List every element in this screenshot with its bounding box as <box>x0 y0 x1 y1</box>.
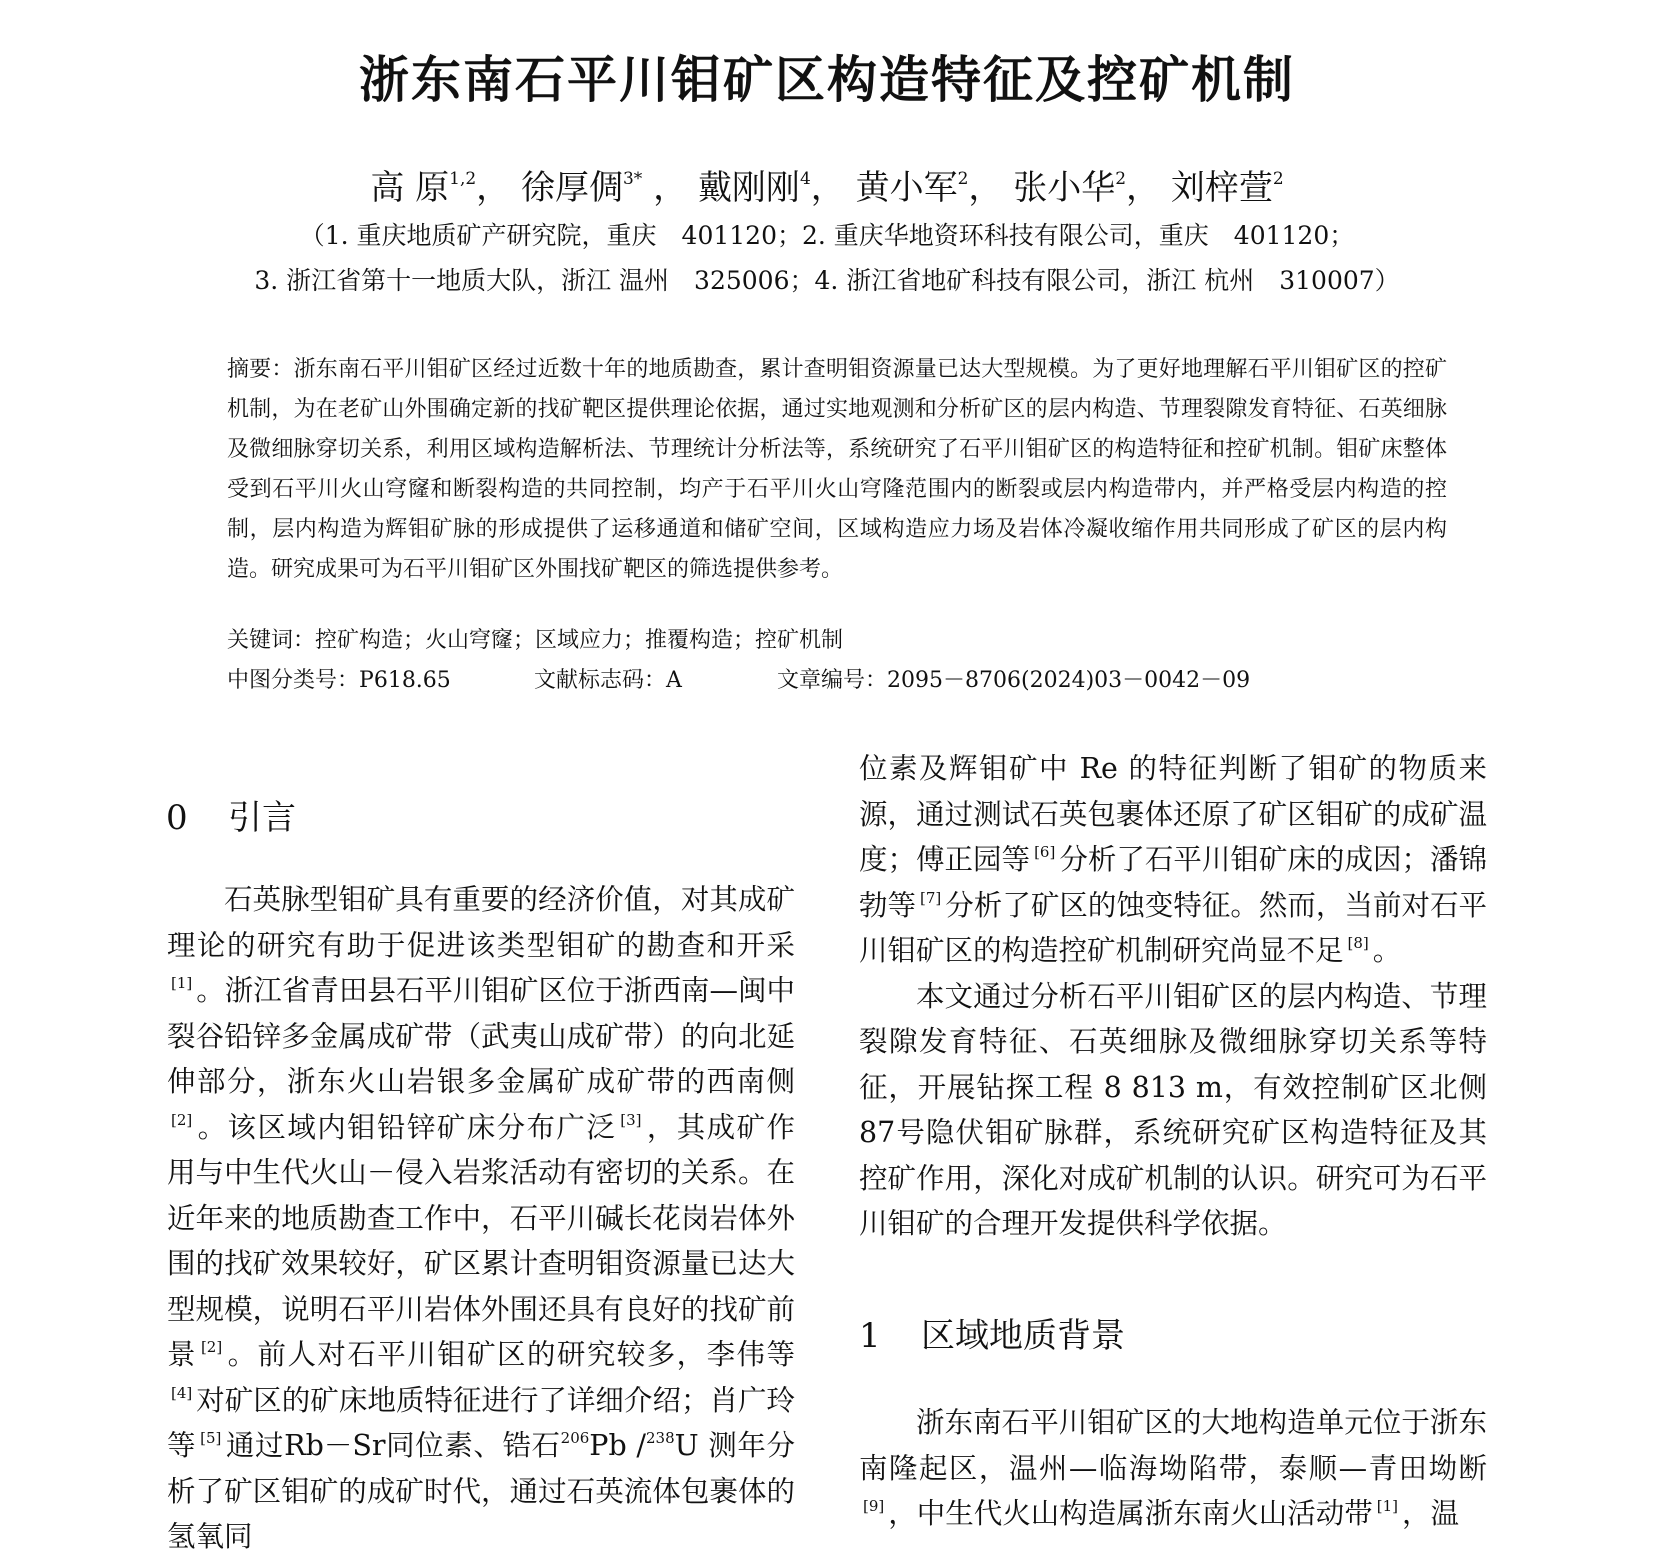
doc-value: A <box>666 668 682 693</box>
article-number <box>777 666 1250 696</box>
section-heading-regional <box>859 1314 1125 1358</box>
text-run: ，中生代火山构造属浙东南火山活动带 <box>888 1497 1373 1530</box>
text-run: 通过Rb－Sr同位素、锆石 <box>225 1429 561 1462</box>
citation-mark: [2] <box>171 1110 193 1129</box>
isotope-mass: 238 <box>645 1429 675 1447</box>
text-run: 石英脉型钼矿具有重要的经济价值，对其成矿理论的研究有助于促进该类型钼矿的勘查和开采 <box>167 883 795 962</box>
author-separator: ， <box>476 168 511 208</box>
author-separator: ， <box>642 168 688 208</box>
text-run: Pb / <box>589 1429 646 1462</box>
right-column-text-bottom <box>859 1400 1487 1537</box>
regional-paragraph <box>859 1400 1487 1537</box>
author-affil-mark: 2 <box>1272 169 1284 189</box>
author-affil-mark: 1,2 <box>449 169 477 189</box>
text-run: 分析了石平川钼矿床的成因；潘锦勃等 <box>859 843 1487 922</box>
author-name: 刘梓萱 <box>1170 168 1273 208</box>
author-name: 戴刚刚 <box>697 168 800 208</box>
isotope-mass: 206 <box>560 1429 590 1447</box>
section-heading-intro <box>166 796 296 840</box>
document-code <box>534 666 682 696</box>
citation-mark: [1] <box>171 974 193 992</box>
author-separator: ， <box>810 168 845 208</box>
citation-mark: [5] <box>200 1429 222 1447</box>
text-run: 分析了矿区的蚀变特征。然而，当前对石平川钼矿区的构造控矿机制研究尚显不足 <box>859 888 1487 967</box>
citation-mark: [1] <box>1376 1497 1399 1515</box>
author-separator: ， <box>968 168 1003 208</box>
paper-title: 浙东南石平川钼矿区构造特征及控矿机制 <box>359 51 1295 109</box>
text-run: 对矿区的矿床地质特征进行了详细介绍；肖广玲等 <box>167 1383 795 1462</box>
text-run: U 测年分析了矿区钼矿的成矿时代，通过石英流体包裹体的氢氧同 <box>167 1429 795 1553</box>
author-name: 黄小军 <box>855 168 958 208</box>
abstract-label: 摘要： <box>227 357 294 382</box>
author-affil-mark: 3* <box>622 169 643 189</box>
keywords-label: 关键词： <box>227 628 316 653</box>
text-run: 。浙江省青田县石平川钼矿区位于浙西南—闽中裂谷铅锌多金属成矿带（武夷山成矿带）的向北延伸部分，浙东火山岩银多金属矿成矿带的西南侧 <box>167 974 795 1098</box>
intro-paragraph <box>167 877 795 1560</box>
author-affil-mark: 2 <box>1115 169 1127 189</box>
citation-mark: [3] <box>620 1110 642 1129</box>
author-name: 张小华 <box>1013 168 1116 208</box>
doc-label: 文献标志码： <box>534 668 667 693</box>
text-run: 。该区域内钼铅锌矿床分布广泛 <box>196 1110 617 1144</box>
section-title: 引言 <box>228 798 296 838</box>
art-value: 2095－8706(2024)03－0042－09 <box>887 668 1251 693</box>
text-run: 浙东南石平川钼矿区的大地构造单元位于浙东南隆起区，温州—临海坳陷带，泰顺—青田坳断 <box>859 1406 1487 1485</box>
keywords <box>227 626 843 656</box>
section-number: 0 <box>166 798 188 838</box>
author-affil-mark: 2 <box>957 169 969 189</box>
section-number: 1 <box>859 1316 881 1356</box>
citation-mark: [4] <box>171 1383 193 1402</box>
intro-paragraph-2: 本文通过分析石平川钼矿区的层内构造、节理裂隙发育特征、石英细脉及微细脉穿切关系等特征，开展钻探工程 8 813 m，有效控制矿区北侧87号隐伏钼矿脉群，系统研究矿区构造特征及其控矿作用，深化对成矿机制的认识。研究可为石平川钼矿的合理开发提供科学依据。 <box>859 979 1487 1240</box>
citation-mark: [8] <box>1347 934 1369 952</box>
text-run: 。 <box>1372 934 1402 967</box>
author-name: 高 原 <box>370 168 450 208</box>
author-affil-mark: 4 <box>799 169 811 189</box>
left-column-text <box>167 877 795 1560</box>
clc-value: P618.65 <box>359 668 451 693</box>
author-name: 徐厚倜 <box>520 168 623 208</box>
intro-paragraph-continued <box>859 746 1487 974</box>
clc-label: 中图分类号： <box>227 668 360 693</box>
keywords-text: 控矿构造；火山穹窿；区域应力；推覆构造；控矿机制 <box>315 628 844 653</box>
citation-mark: [2] <box>200 1338 223 1356</box>
clc-number <box>227 666 451 696</box>
section-title: 区域地质背景 <box>921 1316 1125 1356</box>
citation-mark: [9] <box>863 1497 885 1515</box>
affiliation-line-1: （1. 重庆地质矿产研究院，重庆 401120；2. 重庆华地资环科技有限公司，重庆 401120； <box>299 221 1355 250</box>
abstract <box>227 350 1447 590</box>
art-label: 文章编号： <box>777 668 888 693</box>
abstract-text: 浙东南石平川钼矿区经过近数十年的地质勘查，累计查明钼资源量已达大型规模。为了更好地理解石平川钼矿区的控矿机制，为在老矿山外围确定新的找矿靶区提供理论依据，通过实地观测和分析矿区的层内构造、节理裂隙发育特征、石英细脉及微细脉穿切关系，利用区域构造解析法、节理统计分析法等，系统研究了石平川钼矿区的构造特征和控矿机制。钼矿床整体受到石平川火山穹窿和断裂构造的共同控制，均产于石平川火山穹隆范围内的断裂或层内构造带内，并严格受层内构造的控制，层内构造为辉钼矿脉的形成提供了运移通道和储矿空间，区域构造应力场及岩体冷凝收缩作用共同形成了矿区的层内构造。研究成果可为石平川钼矿区外围找矿靶区的筛选提供参考。 <box>227 357 1447 582</box>
author-separator: ， <box>1126 168 1161 208</box>
citation-mark: [6] <box>1034 843 1056 861</box>
text-run: 。前人对石平川钼矿区的研究较多，李伟等 <box>226 1338 795 1371</box>
affiliation-line-2: 3. 浙江省第十一地质大队，浙江 温州 325006；4. 浙江省地矿科技有限公司，浙江 杭州 310007） <box>254 266 1400 295</box>
text-run: 位素及辉钼矿中 Re 的特征判断了钼矿的物质来源，通过测试石英包裹体还原了矿区钼矿的成矿温度；傅正园等 <box>859 752 1487 876</box>
right-column-text-top <box>859 746 1487 1247</box>
text-run: ，其成矿作用与中生代火山－侵入岩浆活动有密切的关系。在近年来的地质勘查工作中，石平川碱长花岗岩体外围的找矿效果较好，矿区累计查明钼资源量已达大型规模，说明石平川岩体外围还具有良好的找矿前景 <box>167 1110 795 1371</box>
text-run: ，温 <box>1402 1497 1460 1530</box>
citation-mark: [7] <box>920 888 942 907</box>
author-line <box>0 166 1654 210</box>
